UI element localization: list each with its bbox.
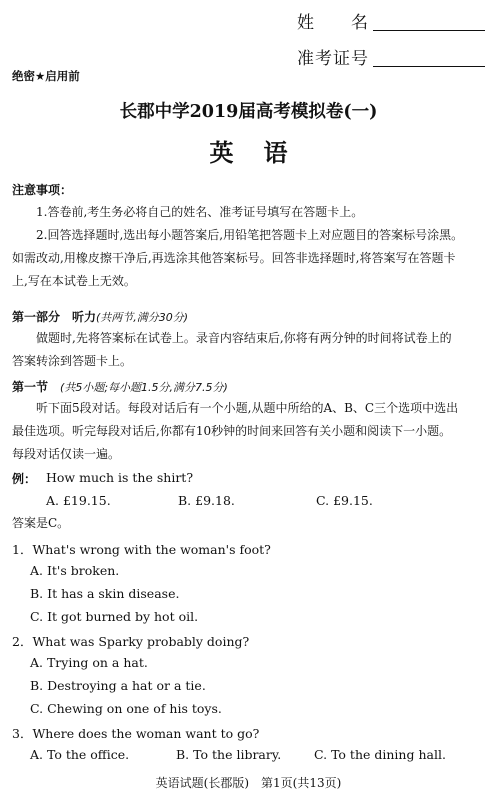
question-option: B. Destroying a hat or a tie. — [30, 678, 206, 693]
page-footer: 英语试题(长郡版) 第1页(共13页) — [155, 776, 342, 790]
question-option: C. It got burned by hot oil. — [30, 609, 199, 624]
example-question: How much is the shirt? — [46, 470, 194, 485]
question-option: A. To the office. — [30, 747, 130, 762]
subject-title: 英语 — [209, 138, 318, 167]
notes-item: 1.答卷前,考生务必将自己的姓名、准考证号填写在答题卡上。 — [36, 205, 364, 219]
question-option: C. To the dining hall. — [314, 747, 446, 762]
question-stem: 2．What was Sparky probably doing? — [12, 634, 250, 649]
name-field-line — [373, 30, 485, 31]
question-stem: 3．Where does the woman want to go? — [12, 726, 260, 741]
name-label: 姓 名 — [297, 13, 369, 33]
exam-id-field-line — [373, 66, 485, 67]
notes-item: 上,写在本试卷上无效。 — [12, 274, 136, 288]
example-option: A. £19.15. — [46, 493, 111, 508]
notes-heading: 注意事项： — [12, 183, 73, 197]
section-one-points: (共5小题;每小题1.5分,满分7.5分) — [60, 381, 228, 394]
question-stem: 1．What's wrong with the woman's foot? — [12, 542, 271, 557]
section-one-heading — [12, 378, 228, 395]
exam-id-label: 准考证号 — [297, 49, 369, 69]
part-one-label: 第一部分 听力 — [12, 310, 97, 324]
part-one-heading — [12, 308, 188, 325]
question-option: B. To the library. — [176, 747, 282, 762]
part-one-points: (共两节,满分30分) — [96, 311, 189, 324]
question-option: A. It's broken. — [30, 563, 120, 578]
example-option: B. £9.18. — [178, 493, 235, 508]
example-option: C. £9.15. — [316, 493, 373, 508]
secret-mark: 绝密★启用前 — [12, 69, 80, 83]
section-one-instruction: 听下面5段对话。每段对话后有一个小题,从题中所给的A、B、C三个选项中选出 — [36, 401, 459, 415]
section-one-label: 第一节 — [12, 380, 49, 394]
exam-title: 长郡中学2019届高考模拟卷(一) — [119, 102, 378, 122]
section-one-instruction: 最佳选项。听完每段对话后,你都有10秒钟的时间来回答有关小题和阅读下一小题。 — [12, 424, 452, 438]
notes-item: 如需改动,用橡皮擦干净后,再选涂其他答案标号。回答非选择题时,将答案写在答题卡 — [12, 251, 456, 265]
part-one-instruction: 答案转涂到答题卡上。 — [12, 354, 133, 368]
question-option: C. Chewing on one of his toys. — [30, 701, 222, 716]
example-answer: 答案是C。 — [12, 516, 70, 530]
section-one-instruction: 每段对话仅读一遍。 — [12, 447, 121, 461]
part-one-instruction: 做题时,先将答案标在试卷上。录音内容结束后,你将有两分钟的时间将试卷上的 — [36, 331, 452, 345]
example-label: 例： — [12, 472, 37, 486]
question-option: A. Trying on a hat. — [30, 655, 148, 670]
notes-item: 2.回答选择题时,选出每小题答案后,用铅笔把答题卡上对应题目的答案标号涂黑。 — [36, 228, 464, 242]
question-option: B. It has a skin disease. — [30, 586, 180, 601]
